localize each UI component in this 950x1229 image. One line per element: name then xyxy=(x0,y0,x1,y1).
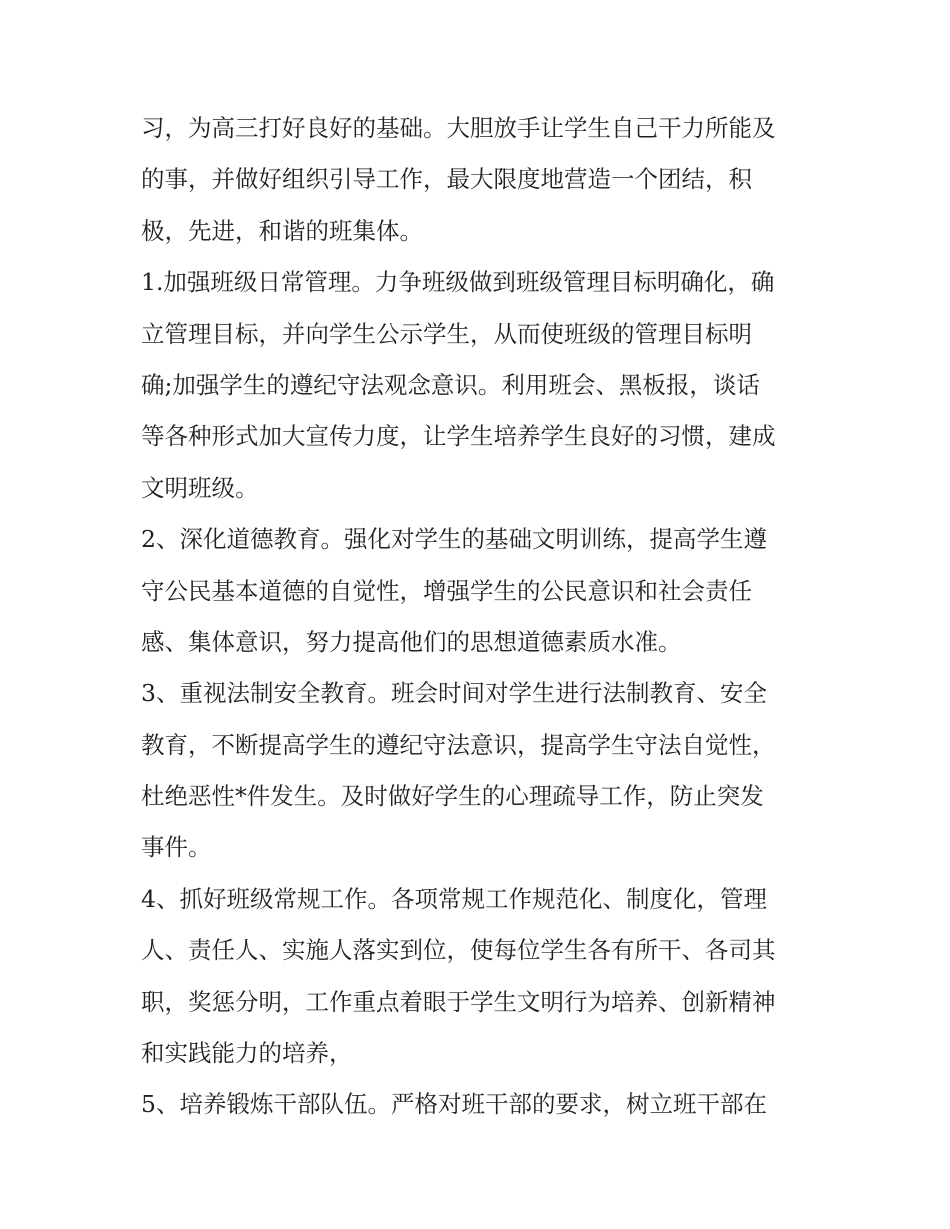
text-line: 等各种形式加大宣传力度，让学生培养学生良好的习惯，建成 xyxy=(141,422,776,451)
text-line: 的事，并做好组织引导工作，最大限度地营造一个团结，积 xyxy=(141,165,752,194)
text-line: 习，为高三打好良好的基础。大胆放手让学生自己干力所能及 xyxy=(141,114,776,142)
text-line: 4、抓好班级常规工作。各项常规工作规范化、制度化，管理 xyxy=(141,884,767,913)
text-line: 极，先进，和谐的班集体。 xyxy=(141,216,423,245)
text-line: 守公民基本道德的自觉性，增强学生的公民意识和社会责任 xyxy=(141,576,752,605)
text-line: 立管理目标，并向学生公示学生，从而使班级的管理目标明 xyxy=(141,319,752,348)
text-line: 5、培养锻炼干部队伍。严格对班干部的要求，树立班干部在 xyxy=(141,1090,767,1119)
text-line: 事件。 xyxy=(141,833,212,862)
document-body xyxy=(141,103,813,1131)
text-line: 感、集体意识，努力提高他们的思想道德素质水准。 xyxy=(141,627,682,656)
text-line: 职，奖惩分明，工作重点着眼于学生文明行为培养、创新精神 xyxy=(141,987,776,1016)
text-line: 1.加强班级日常管理。力争班级做到班级管理目标明确化，确 xyxy=(141,268,775,297)
text-line: 和实践能力的培养， xyxy=(141,1039,353,1068)
text-line: 2、深化道德教育。强化对学生的基础文明训练，提高学生遵 xyxy=(141,525,767,554)
text-line: 人、责任人、实施人落实到位，使每位学生各有所干、各司其 xyxy=(141,936,776,965)
text-line: 3、重视法制安全教育。班会时间对学生进行法制教育、安全 xyxy=(141,679,767,708)
text-line: 确;加强学生的遵纪守法观念意识。利用班会、黑板报，谈话 xyxy=(141,370,760,399)
text-line: 杜绝恶性*件发生。及时做好学生的心理疏导工作，防止突发 xyxy=(141,782,764,811)
text-line: 文明班级。 xyxy=(141,473,259,502)
text-line: 教育，不断提高学生的遵纪守法意识，提高学生守法自觉性， xyxy=(141,730,776,759)
